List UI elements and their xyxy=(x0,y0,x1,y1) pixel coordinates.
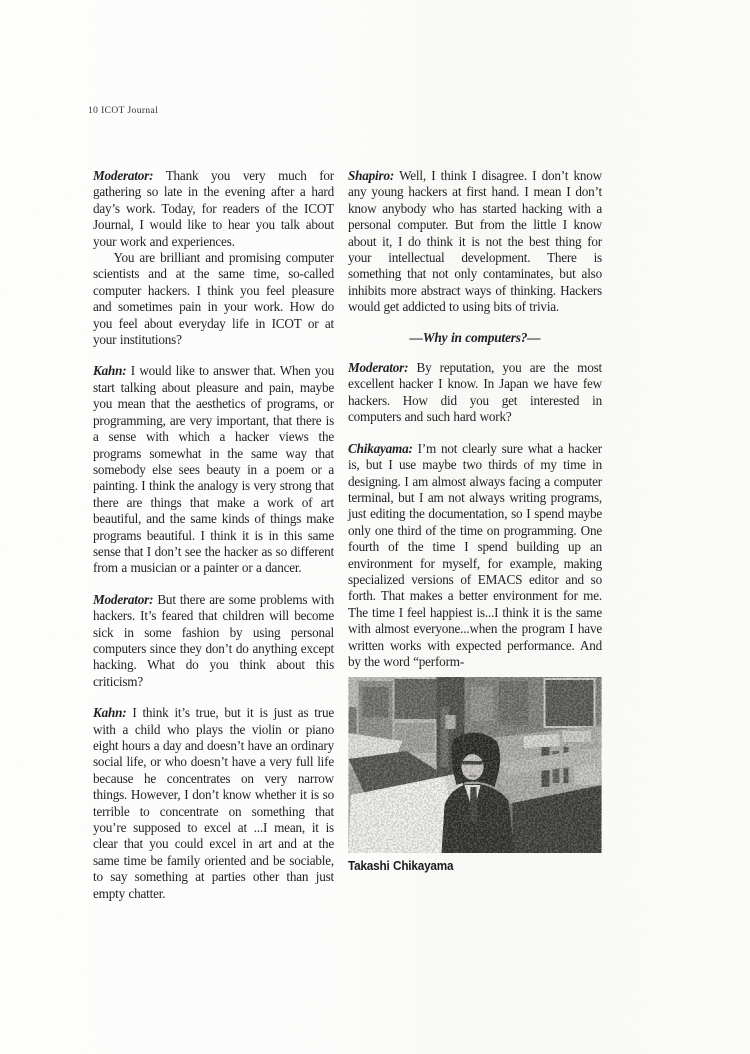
dialogue-text: I’m not clearly sure what a hacker is, but I use maybe two thirds of my time in designing. I am almost always facing a computer terminal, but I am not always writing programs, just editing the documentation, so I spend maybe only one third of the time on programming. One fourth of the time I spend building up an environment for myself, for example, making specialized versions of EMACS editor and so forth. That makes a better environment for me. The time I feel happiest is...I think it is the same with almost everyone...when the program I have written works with expected performance. And by the word “perform- xyxy=(348,440,602,669)
photo-caption: Takashi Chikayama xyxy=(348,859,454,874)
dialogue-paragraph-shapiro-1 xyxy=(348,168,602,316)
speaker-label: Shapiro: xyxy=(348,168,395,183)
section-heading: —Why in computers?— xyxy=(409,329,541,345)
dialogue-paragraph-moderator-3 xyxy=(348,360,602,426)
dialogue-text: Thank you very much for gathering so late in the evening after a hard day’s work. Today, for readers of the ICOT Journal, I would like to hear you talk about your work and experiences. xyxy=(93,168,334,249)
dialogue-text: I think it’s true, but it is just as true with a child who plays the violin or piano eight hours a day and doesn’t have an ordinary social life, or who doesn’t have a very full life because he concentrates on very narrow things. However, I don’t know whether it is so terrible to concentrate on something that you’re supposed to excel at ...I mean, it is clear that you could excel in art and at the same time be family oriented and be sociable, to say something at parties other than just empty chatter. xyxy=(93,705,334,901)
dialogue-text: I would like to answer that. When you start talking about pleasure and pain, maybe you mean that the aesthetics of programs, or programming, are very important, that there is a sense with which a hacker views the programs somewhat in the same way that somebody else sees beauty in a poem or a painting. I think the analogy is very strong that there are things that make a work of art beautiful, and the same kinds of things make programs beautiful. I think it is in this same sense that I don’t see the hacker as so different from a musician or a painter or a dancer. xyxy=(93,363,334,576)
speaker-label: Moderator: xyxy=(348,360,409,376)
dialogue-text: By reputation, you are the most excellent hacker I know. In Japan we have few hackers. How did you get interested in computers and such hard work? xyxy=(348,360,602,425)
page-header: 10 ICOT Journal xyxy=(88,106,159,116)
photo-illustration xyxy=(348,677,602,853)
speaker-label: Chikayama: xyxy=(348,440,413,456)
speaker-label: Moderator: xyxy=(93,168,154,183)
dialogue-text: Well, I think I disagree. I don’t know any young hackers at first hand. I mean I don’t know anybody who has started hacking with a personal computer. But from the little I know about it, I do think it is not the best thing for your intellectual development. There is something that not only contaminates, but also inhibits more abstract ways of thinking. Hackers would get addicted to using bits of trivia. xyxy=(348,168,602,315)
speaker-label: Moderator: xyxy=(93,591,154,607)
photo-grain xyxy=(349,677,602,853)
dialogue-paragraph-kahn-1 xyxy=(93,363,334,576)
speaker-label: Kahn: xyxy=(93,363,127,379)
column-right xyxy=(348,168,602,875)
dialogue-paragraph-moderator-1-cont xyxy=(93,250,334,348)
dialogue-paragraph-chikayama-1 xyxy=(348,441,602,671)
speaker-label: Kahn: xyxy=(93,705,127,721)
dialogue-text: But there are some problems with hackers. It’s feared that children will become sick in some fashion by using personal computers since they don’t do anything except hacking. What do you think about this criticism? xyxy=(93,591,334,689)
photo-takashi-chikayama xyxy=(348,677,602,853)
dialogue-paragraph-kahn-2 xyxy=(93,705,334,902)
dialogue-paragraph-moderator-2 xyxy=(93,592,334,690)
dialogue-text: You are brilliant and promising computer scientists and at the same time, so-called computer hackers. I think you feel pleasure and sometimes pain in your work. How do you feel about everyday life in ICOT or at your institutions? xyxy=(93,250,334,348)
dialogue-paragraph-moderator-1 xyxy=(93,168,334,250)
column-left xyxy=(93,168,334,902)
